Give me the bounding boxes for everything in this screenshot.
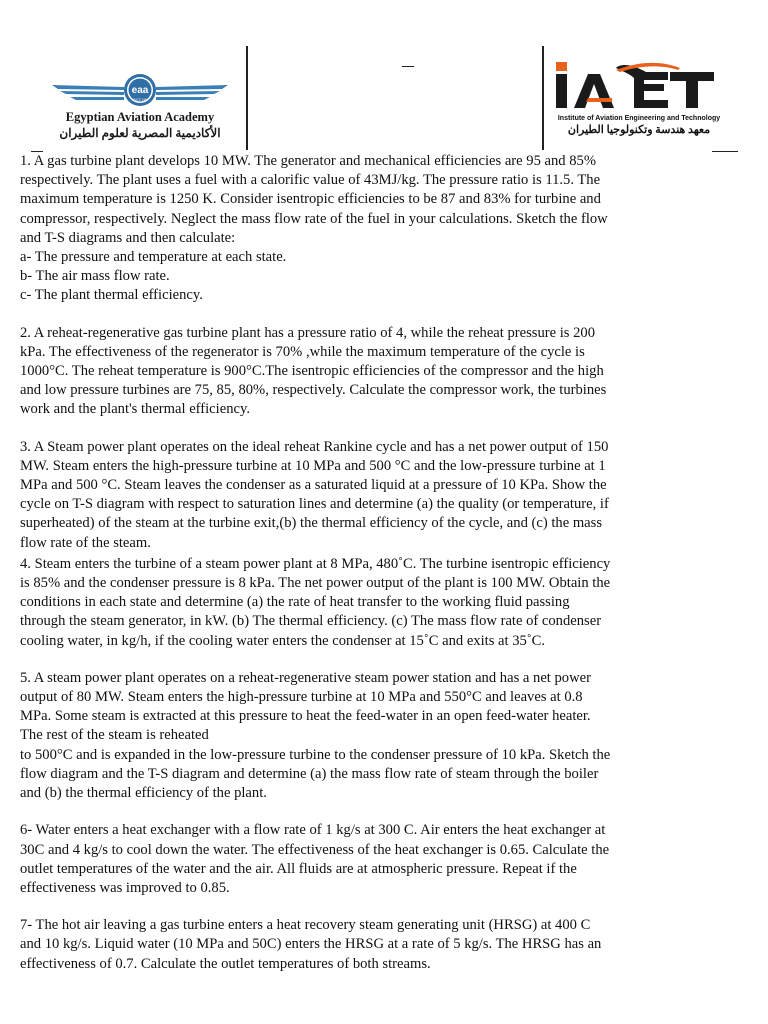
problem-set <box>20 152 710 974</box>
question-6: 6- Water enters a heat exchanger with a flow rate of 1 kg/s at 300 C. Air enters the heat exchanger at 30C and 4 kg/s to cool down the water. The effectiveness of the heat exchanger is 0.65. Calculate the outlet temperatures of the water and the air. All fluids are at atmospheric pressure. Repeat if the effectiveness was improved to 0.85. <box>20 822 610 896</box>
question-1: 1. A gas turbine plant develops 10 MW. The generator and mechanical efficiencies are 95 and 85% respectively. The plant uses a fuel with a calorific value of 43MJ/kg. The pressure ratio is 11.5. The maximum temperature is 1250 K. Consider isentropic efficiencies to be 87 and 83% for turbine and compressor, respectively. Neglect the mass flow rate of the fuel in your calculations. Sketch the flow and T-S diagrams and then calculate: a- The pressure and temperature at each state. b- The air mass flow rate. c- The plant thermal efficiency. <box>20 153 608 304</box>
iaet-wordmark <box>550 58 720 114</box>
header-right-tick <box>712 151 738 152</box>
eaa-wings-emblem <box>50 72 230 108</box>
question-5: 5. A steam power plant operates on a reheat-regenerative steam power station and has a net power output of 80 MW. Steam enters the high-pressure turbine at 10 MPa and 550°C and leaves at 0.8 MPa. Some steam is extracted at this pressure to heat the feed-water in an open feed-water heater. The rest of the steam is reheated to 500°C and is expanded in the low-pressure turbine to the condenser pressure of 10 kPa. Sketch the flow diagram and the T-S diagram and determine (a) the mass flow rate of steam through the boiler and (b) the thermal efficiency of the plant. <box>20 669 611 802</box>
eaa-badge-text: eaa <box>131 85 149 96</box>
page-header <box>0 0 768 160</box>
eaa-title: Egyptian Aviation Academy <box>65 110 215 124</box>
header-divider-left <box>246 46 248 150</box>
header-divider-right <box>542 46 544 150</box>
iaet-arabic-name: معهد هندسة وتكنولوجيا الطيران <box>567 124 711 136</box>
question-7: 7- The hot air leaving a gas turbine enters a heat recovery steam generating unit (HRSG) at 400 C and 10 kg/s. Liquid water (10 MPa and 50C) enters the HRSG at a rate of 5 kg/s. The HRSG has an effectiveness of 0.7. Calculate the outlet temperatures of both streams. <box>20 917 602 972</box>
eaa-badge-subtext: SINCE 1962 <box>131 97 149 102</box>
question-4: 4. Steam enters the turbine of a steam power plant at 8 MPa, 480˚C. The turbine isentropic efficiency is 85% and the condenser pressure is 8 kPa. The net power output of the plant is 100 MW. Obtain the conditions in each state and determine (a) the rate of heat transfer to the working fluid passing through the steam generator, in kW. (b) The thermal efficiency. (c) The mass flow rate of condenser cooling water, in kg/h, if the cooling water enters the condenser at 15˚C and exits at 35˚C. <box>20 555 611 649</box>
eaa-logo <box>50 72 230 141</box>
iaet-english-name: Institute of Aviation Engineering and Technology <box>557 115 721 122</box>
eaa-arabic-title: الأكاديمية المصرية لعلوم الطيران <box>59 126 221 140</box>
iaet-logo <box>550 58 728 136</box>
header-center-dash <box>402 66 414 67</box>
question-3: 3. A Steam power plant operates on the ideal reheat Rankine cycle and has a net power output of 150 MW. Steam enters the high-pressure turbine at 10 MPa and 500 °C and the low-pressure turbine at 1 MPa and 500 °C. Steam leaves the condenser as a saturated liquid at a pressure of 10 KPa. Show the cycle on T-S diagram with respect to saturation lines and determine (a) the quality (or temperature, if superheated) of the steam at the turbine exit,(b) the thermal efficiency of the cycle, and (c) the mass flow rate of the steam. <box>20 438 609 551</box>
question-2: 2. A reheat-regenerative gas turbine plant has a pressure ratio of 4, while the reheat pressure is 200 kPa. The effectiveness of the regenerator is 70% ,while the maximum temperature of the cycle is 1000°C. The reheat temperature is 900°C.The isentropic efficiencies of the compressor and the high and low pressure turbines are 75, 85, 80%, respectively. Calculate the compressor work, the turbines work and the plant's thermal efficiency. <box>20 324 607 418</box>
